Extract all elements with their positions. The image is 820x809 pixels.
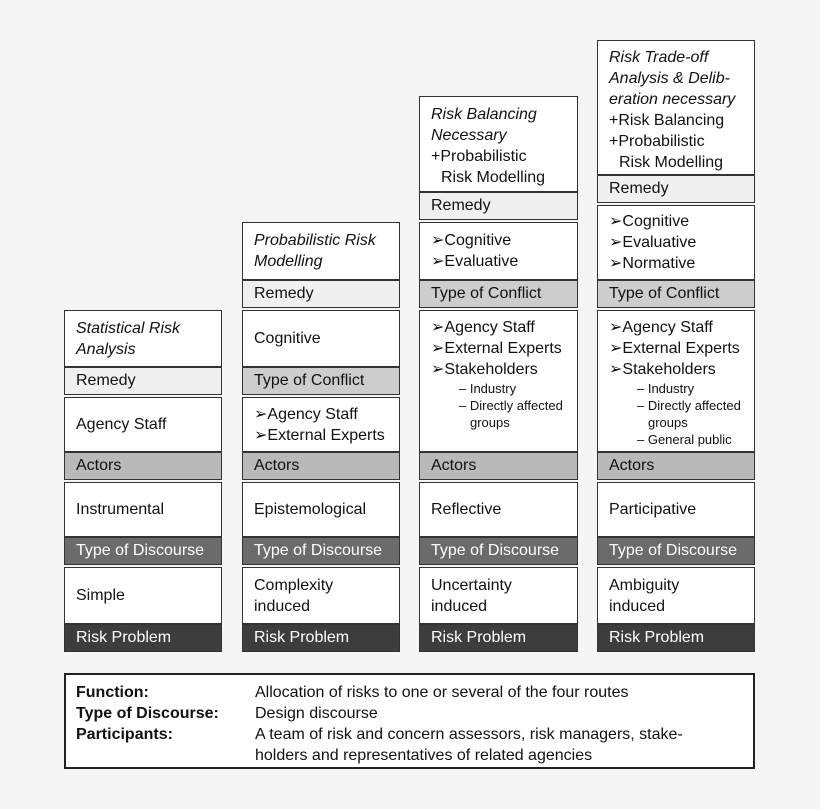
col2-method-line: Probabilistic Risk [254, 232, 376, 249]
col2-conflict-box [242, 310, 400, 367]
col4-remedy-label: Remedy [597, 175, 755, 203]
col3-conflict-item: ➢Cognitive [431, 232, 512, 249]
col4-problem-value: induced [609, 597, 666, 615]
col3-problem-value: Uncertainty [431, 576, 512, 594]
col2-actors-item: ➢External Experts [254, 426, 385, 444]
col3-method-box [419, 96, 578, 192]
col3-actors-item: ➢Agency Staff [431, 319, 535, 336]
col3-actors-item: ➢External Experts [431, 340, 562, 357]
col4-method-line: Risk Trade-off [609, 49, 709, 66]
col4-actors-item: ➢External Experts [609, 340, 740, 357]
col4-problem-value: Ambiguity [609, 576, 680, 594]
col3-actors-subitem: groups [470, 415, 510, 430]
col1-problem-value: Simple [76, 587, 125, 604]
col2-method-line: Modelling [254, 253, 323, 270]
col3-conflict-label: Type of Conflict [419, 280, 578, 308]
col3-problem-box [419, 567, 578, 624]
col4-actors-subitem: groups [648, 415, 688, 430]
col4-conflict-item: ➢Cognitive [609, 213, 690, 230]
col1-discourse-box [64, 482, 222, 537]
col4-actors-item: ➢Agency Staff [609, 319, 713, 336]
col3-discourse-label: Type of Discourse [419, 537, 578, 565]
col4-method-line: eration necessary [609, 91, 736, 108]
col4-actors-label: Actors [597, 452, 755, 480]
col2-discourse-label: Type of Discourse [242, 537, 400, 565]
footer-function-label: Function: [76, 684, 149, 701]
col4-discourse-label: Type of Discourse [597, 537, 755, 565]
col4-problem-box [597, 567, 755, 624]
col3-actors-item: ➢Stakeholders [431, 361, 538, 378]
col2-method-box [242, 222, 400, 280]
col3-remedy-label: Remedy [419, 192, 578, 220]
footer-participants-label: Participants: [76, 726, 173, 743]
col4-method-extra: +Probabilistic [609, 133, 705, 150]
col4-actors-subitem: – Directly affected [637, 398, 741, 413]
col4-method-extra: Risk Modelling [619, 154, 724, 171]
col3-discourse-box [419, 482, 578, 537]
col2-actors-box [242, 397, 400, 452]
col3-method-line: Necessary [431, 127, 507, 144]
col3-method-extra: Risk Modelling [441, 169, 546, 186]
col3-actors-label: Actors [419, 452, 578, 480]
col1-discourse-value: Instrumental [76, 501, 165, 518]
col2-problem-value: Complexity [254, 576, 334, 594]
col3-method-line: Risk Balancing [431, 106, 537, 123]
col3-problem-label: Risk Problem [419, 624, 578, 652]
col4-discourse-box [597, 482, 755, 537]
col3-actors-subitem: – Industry [459, 381, 517, 396]
col4-conflict-item: ➢Evaluative [609, 234, 697, 251]
col2-discourse-box [242, 482, 400, 537]
col2-problem-value: induced [254, 597, 311, 615]
col2-actors-label: Actors [242, 452, 400, 480]
col2-remedy-label: Remedy [242, 280, 400, 308]
footer-summary-box [64, 673, 755, 769]
footer-function-text: Allocation of risks to one or several of the four routes [255, 684, 629, 701]
col1-problem-box [64, 567, 222, 624]
col2-problem-box [242, 567, 400, 624]
col3-conflict-item: ➢Evaluative [431, 253, 519, 270]
col4-actors-subitem: – Industry [637, 381, 695, 396]
col2-conflict-value: Cognitive [254, 330, 321, 347]
col4-discourse-value: Participative [609, 501, 697, 518]
col4-actors-box [597, 310, 755, 452]
col3-actors-box [419, 310, 578, 452]
col4-method-box [597, 40, 755, 175]
col1-method-line: Statistical Risk [76, 319, 181, 337]
col1-actors-box [64, 397, 222, 452]
col1-actors-value: Agency Staff [76, 416, 167, 433]
col1-method-line: Analysis [76, 340, 136, 358]
col1-problem-label: Risk Problem [64, 624, 222, 652]
footer-participants-text: holders and representatives of related agencies [255, 747, 593, 764]
col2-discourse-value: Epistemological [254, 501, 367, 518]
col1-actors-label: Actors [64, 452, 222, 480]
col4-method-line: Analysis & Delib- [609, 70, 730, 87]
col3-problem-value: induced [431, 597, 488, 615]
col3-discourse-value: Reflective [431, 501, 502, 518]
col4-actors-subitem: – General public [637, 432, 732, 447]
col4-conflict-item: ➢Normative [609, 255, 696, 272]
col4-method-extra: +Risk Balancing [609, 112, 725, 129]
col1-remedy-label: Remedy [64, 367, 222, 395]
col2-actors-item: ➢Agency Staff [254, 405, 358, 423]
col1-method-box [64, 310, 222, 367]
col4-conflict-label: Type of Conflict [597, 280, 755, 308]
col3-actors-subitem: – Directly affected [459, 398, 563, 413]
col4-problem-label: Risk Problem [597, 624, 755, 652]
col1-discourse-label: Type of Discourse [64, 537, 222, 565]
col4-conflict-box [597, 205, 755, 280]
col3-method-extra: +Probabilistic [431, 148, 527, 165]
footer-participants-text: A team of risk and concern assessors, risk managers, stake- [255, 726, 683, 743]
col4-actors-item: ➢Stakeholders [609, 361, 716, 378]
col2-conflict-label: Type of Conflict [242, 367, 400, 395]
col3-conflict-box [419, 222, 578, 280]
footer-discourse-text: Design discourse [255, 705, 378, 722]
footer-discourse-label: Type of Discourse: [76, 705, 219, 722]
col2-problem-label: Risk Problem [242, 624, 400, 652]
